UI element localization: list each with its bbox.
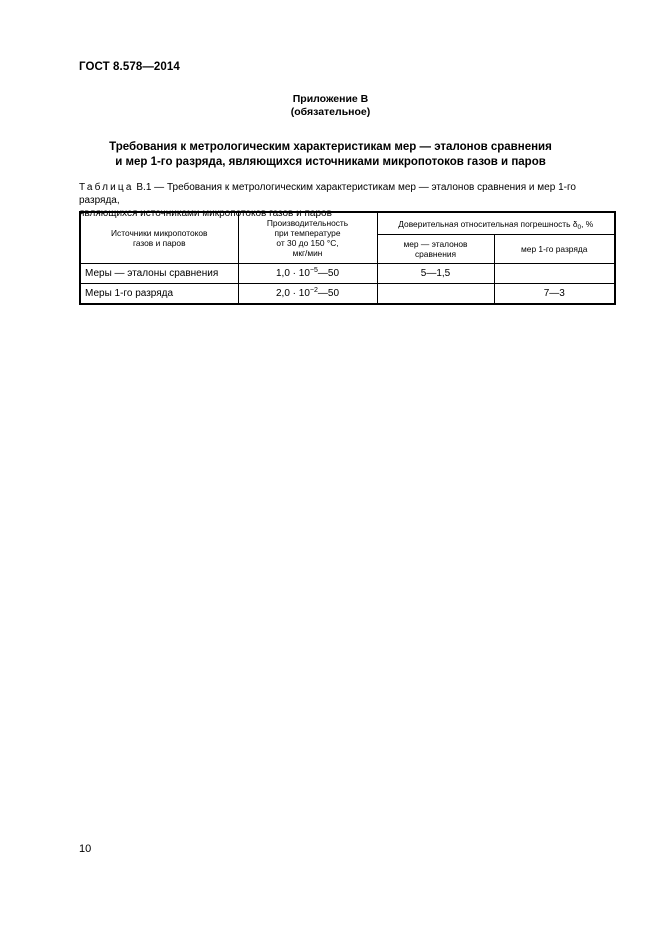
requirements-table xyxy=(79,211,616,305)
table-header-row xyxy=(80,212,615,235)
header-performance: Производительность при температуре от 30 до 150 °С, мкг/мин xyxy=(238,212,377,264)
appendix-title: Приложение В xyxy=(292,93,369,105)
header-error-reference: мер — эталонов сравнения xyxy=(377,235,494,264)
table-caption-prefix: Таблица xyxy=(79,182,134,193)
section-title-line1: Требования к метрологическим характеристикам мер — эталонов сравнения xyxy=(109,141,552,153)
cell-performance: $1,0 \cdot 10^{-5}—50$ xyxy=(238,264,377,284)
header-error-group: Доверительная относительная погрешность $\delta_0$, % xyxy=(377,212,615,235)
section-title-line2: и мер 1-го разряда, являющихся источниками микропотоков газов и паров xyxy=(115,156,546,168)
table-caption-number: В.1 xyxy=(136,182,152,193)
appendix-status: (обязательное) xyxy=(290,106,371,118)
table-caption-text-line2: являющихся источниками микропотоков газов и паров xyxy=(79,208,332,219)
cell-error-first-grade: 7—3 xyxy=(494,284,615,305)
document-code: ГОСТ 8.578—2014 xyxy=(79,61,180,73)
cell-error-first-grade xyxy=(494,264,615,284)
table-row xyxy=(80,284,615,305)
cell-source: Меры 1-го разряда xyxy=(80,284,238,305)
page-number: 10 xyxy=(79,843,92,855)
header-source: Источники микропотоков газов и паров xyxy=(80,212,238,264)
cell-performance: $2,0 \cdot 10^{-2}—50$ xyxy=(238,284,377,305)
table-row xyxy=(80,264,615,284)
cell-error-reference: 5—1,5 xyxy=(377,264,494,284)
cell-source: Меры — эталоны сравнения xyxy=(80,264,238,284)
table-caption-text-line1: — Требования к метрологическим характеристикам мер — эталонов сравнения и мер 1-го разряда, xyxy=(79,182,576,206)
header-error-first-grade: мер 1-го разряда xyxy=(494,235,615,264)
cell-error-reference xyxy=(377,284,494,305)
